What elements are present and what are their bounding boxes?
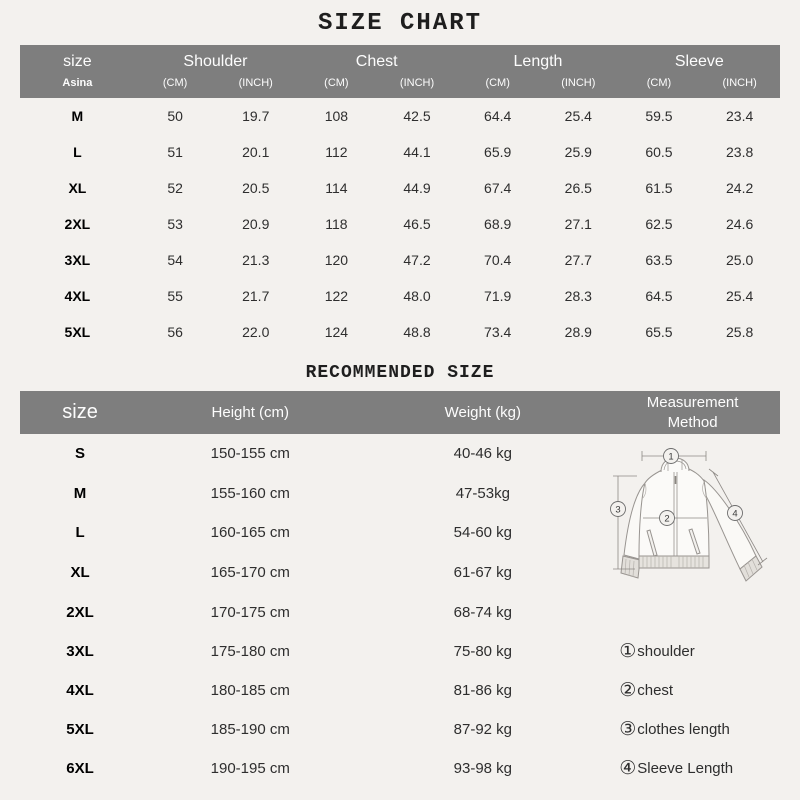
value-cell: 21.3 (242, 252, 270, 268)
value-cell: 124 (324, 324, 349, 340)
size-cell: 4XL (64, 288, 91, 304)
jacket-drawing (621, 458, 762, 581)
chest-column-header: Chest (296, 45, 457, 73)
recommended-header (20, 391, 780, 434)
value-cell: 20.5 (242, 180, 270, 196)
value-cell: 52 (167, 180, 183, 196)
weight-cell: 40-46 kg (453, 445, 513, 463)
value-cell: 46.5 (403, 216, 431, 232)
value-cell: 20.1 (242, 144, 270, 160)
height-cell: 185-190 cm (210, 721, 290, 738)
size-column-header: size (20, 391, 140, 434)
header-unit-row (20, 73, 780, 98)
value-cell: 64.5 (645, 288, 673, 304)
value-cell: 56 (167, 324, 183, 340)
value-cell: 108 (324, 108, 349, 124)
value-cell: 27.1 (564, 216, 592, 232)
size-cell: XL (70, 564, 90, 582)
size-cell: 2XL (66, 603, 94, 621)
value-cell: 23.4 (726, 108, 754, 124)
table-row (20, 278, 780, 314)
size-standard-label: Asina (20, 73, 135, 98)
size-cell: L (73, 144, 82, 160)
value-cell: 73.4 (484, 324, 512, 340)
value-cell: 64.4 (484, 108, 512, 124)
measurement-method-column-header (605, 391, 780, 434)
measurement-diagram-cell (605, 434, 780, 632)
height-cell: 170-175 cm (210, 603, 290, 621)
weight-cell: 75-80 kg (453, 643, 513, 660)
value-cell: 25.4 (726, 288, 754, 304)
size-cell: 3XL (64, 252, 91, 268)
size-cell: 5XL (64, 324, 91, 340)
value-cell: 24.2 (726, 180, 754, 196)
unit-cm-label: (CM) (135, 73, 216, 98)
table-row (20, 206, 780, 242)
value-cell: 53 (167, 216, 183, 232)
annotation-label: clothes length (637, 721, 730, 738)
unit-cm-label: (CM) (619, 73, 700, 98)
weight-cell: 87-92 kg (453, 721, 513, 738)
weight-cell: 61-67 kg (453, 564, 513, 582)
height-cell: 190-195 cm (210, 760, 290, 777)
table-row (20, 671, 780, 710)
annotation-shoulder (605, 632, 780, 671)
value-cell: 44.9 (403, 180, 431, 196)
size-cell: 5XL (66, 721, 94, 738)
circled-1-icon: ① (619, 641, 637, 662)
sleeve-column-header: Sleeve (619, 45, 780, 73)
height-cell: 150-155 cm (210, 445, 290, 463)
value-cell: 114 (325, 180, 348, 196)
value-cell: 22.0 (242, 324, 270, 340)
unit-inch-label: (INCH) (215, 73, 296, 98)
value-cell: 70.4 (484, 252, 512, 268)
weight-cell: 81-86 kg (453, 682, 513, 699)
annotation-label: Sleeve Length (637, 760, 734, 777)
diagram-marker-1: 1 (668, 451, 674, 463)
table-row (20, 434, 780, 474)
size-cell: L (75, 524, 85, 542)
size-cell: 6XL (66, 760, 94, 777)
shoulder-column-header: Shoulder (135, 45, 296, 73)
value-cell: 25.4 (564, 108, 592, 124)
jacket-measurement-diagram (605, 436, 780, 628)
value-cell: 28.9 (564, 324, 592, 340)
value-cell: 65.5 (645, 324, 673, 340)
value-cell: 25.0 (726, 252, 754, 268)
size-cell: 2XL (64, 216, 91, 232)
table-row (20, 710, 780, 749)
table-row (20, 749, 780, 788)
diagram-marker-4: 4 (732, 508, 738, 520)
value-cell: 54 (167, 252, 183, 268)
value-cell: 25.9 (564, 144, 592, 160)
size-cell: XL (68, 180, 87, 196)
value-cell: 24.6 (726, 216, 754, 232)
size-column-header: size (20, 45, 135, 73)
size-chart-table (20, 45, 780, 350)
size-chart-header (20, 45, 780, 98)
value-cell: 62.5 (645, 216, 673, 232)
height-cell: 155-160 cm (210, 484, 290, 502)
value-cell: 23.8 (726, 144, 754, 160)
recommended-body (20, 434, 780, 788)
length-column-header: Length (457, 45, 618, 73)
weight-column-header: Weight (kg) (360, 391, 605, 434)
size-cell: M (73, 484, 87, 502)
table-row (20, 170, 780, 206)
size-chart-page (20, 0, 780, 788)
header-group-row (20, 45, 780, 73)
value-cell: 55 (167, 288, 183, 304)
value-cell: 118 (325, 216, 348, 232)
weight-cell: 47-53kg (455, 484, 510, 502)
measurement-method-line2: Method (667, 413, 718, 431)
value-cell: 112 (325, 144, 348, 160)
value-cell: 60.5 (645, 144, 673, 160)
size-chart-title: SIZE CHART (317, 10, 483, 37)
recommended-size-title: RECOMMENDED SIZE (305, 363, 495, 383)
annotation-label: chest (637, 682, 674, 699)
value-cell: 71.9 (484, 288, 512, 304)
table-row (20, 98, 780, 134)
weight-cell: 68-74 kg (453, 603, 513, 621)
measurement-method-line1: Measurement (646, 394, 739, 411)
value-cell: 50 (167, 108, 183, 124)
value-cell: 48.8 (403, 324, 431, 340)
value-cell: 67.4 (484, 180, 512, 196)
unit-cm-label: (CM) (296, 73, 377, 98)
value-cell: 27.7 (564, 252, 592, 268)
weight-cell: 93-98 kg (453, 760, 513, 777)
circled-4-icon: ④ (619, 758, 637, 779)
value-cell: 122 (324, 288, 349, 304)
table-row (20, 314, 780, 350)
recommended-size-table (20, 391, 780, 788)
value-cell: 48.0 (403, 288, 431, 304)
value-cell: 42.5 (403, 108, 431, 124)
annotation-sleeve-length (605, 749, 780, 788)
size-cell: 4XL (66, 682, 94, 699)
unit-inch-label: (INCH) (377, 73, 458, 98)
table-row (20, 242, 780, 278)
value-cell: 20.9 (242, 216, 270, 232)
value-cell: 47.2 (403, 252, 431, 268)
value-cell: 51 (167, 144, 183, 160)
circled-2-icon: ② (619, 680, 637, 701)
height-cell: 160-165 cm (210, 524, 290, 542)
unit-inch-label: (INCH) (699, 73, 780, 98)
size-cell: M (71, 108, 84, 124)
value-cell: 65.9 (484, 144, 512, 160)
size-cell: S (75, 445, 86, 463)
size-chart-body (20, 98, 780, 350)
diagram-marker-2: 2 (664, 513, 670, 525)
value-cell: 63.5 (645, 252, 673, 268)
annotation-chest (605, 671, 780, 710)
weight-cell: 54-60 kg (453, 524, 513, 542)
circled-3-icon: ③ (619, 719, 637, 740)
value-cell: 21.7 (242, 288, 270, 304)
annotation-label: shoulder (637, 643, 695, 660)
value-cell: 61.5 (645, 180, 673, 196)
height-cell: 165-170 cm (210, 564, 290, 582)
height-cell: 180-185 cm (210, 682, 290, 699)
diagram-marker-3: 3 (615, 504, 621, 516)
value-cell: 28.3 (564, 288, 592, 304)
size-cell: 3XL (66, 643, 94, 660)
value-cell: 26.5 (564, 180, 592, 196)
value-cell: 19.7 (242, 108, 270, 124)
value-cell: 25.8 (726, 324, 754, 340)
table-row (20, 632, 780, 671)
height-column-header: Height (cm) (140, 391, 360, 434)
annotation-clothes-length (605, 710, 780, 749)
unit-inch-label: (INCH) (538, 73, 619, 98)
value-cell: 68.9 (484, 216, 512, 232)
value-cell: 44.1 (403, 144, 431, 160)
unit-cm-label: (CM) (457, 73, 538, 98)
table-row (20, 134, 780, 170)
height-cell: 175-180 cm (210, 643, 290, 660)
header-row (20, 391, 780, 434)
value-cell: 59.5 (645, 108, 673, 124)
value-cell: 120 (324, 252, 349, 268)
